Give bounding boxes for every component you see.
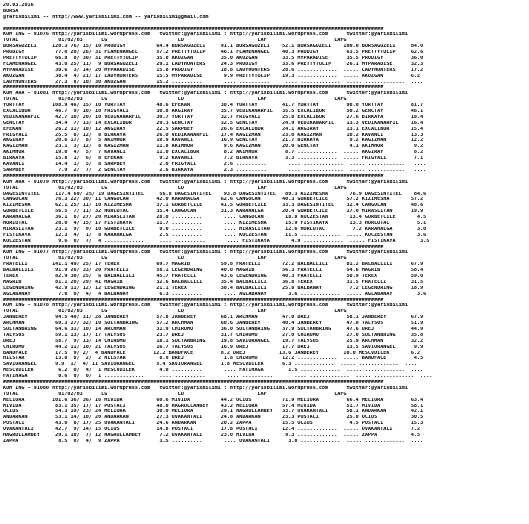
- text-line: TEREX 82.9 30/ 25/ 6 BALBALLILI 45.7 FRATELLI 43.6 LEGENDRING 40.3 FRATELLI 50.9 TEREX 59.0: [3, 273, 424, 279]
- text-line: KAGIZMAN 23.1 3/ 12/ 8 KAGIZMAN 11.8 AKIMHUR 9.6 KAGIZMAN 20.0 GENCTAY 4.1 AKIMHUR 9.2: [3, 144, 424, 150]
- race-header-line: KUM ING - 91076 http://yarisbilimi.wordpress.com twitter:@yarisbilimi : http://yarisbilimi.wordpress.com twitter:@yarisbilimi: [3, 32, 408, 38]
- text-line: ANDARKAN 53.1 14/ 10/ 20 ANDARKAN 27.3 OVAKANTALI 24.8 ANDARKAN 23.3 POSTACI 25.0 OCIUS 30.5: [3, 415, 424, 421]
- text-line: HURLUTAC 20.0 4/ 15/ 17 FISTIKAYA 11.7 .......... .... KIZIMESHA 15.9 FISTIKAYA 13.3 HURLUTAC 5.1: [3, 220, 427, 226]
- text-line: FATIHAGA 0.6 0/ 0/ 1 ............. .... .......... .... .......... .... ............. ..... ............. ....: [3, 374, 433, 380]
- section-separator: ############################################################################################################################: [3, 173, 384, 179]
- text-line: GURBETCILE 56.5 7/ 11/ 32 HURLUTAC 35.4 CANGOCAN 31.3 KARAHALGA 20.4 GURBETCILE 17.0 MIRASLITAN 19.9: [3, 209, 424, 215]
- text-line: SAVIORANGEL 9.9 1/ 4/ 11 SAVIORANGEL 5.4 SAVIORANGEL 1.8 MESCVDILEK 6.3 ............. ..... ............. ....: [3, 362, 418, 368]
- text-line: FRATELLI 141.1 49/ 25/ 17 TEREX 69.7 MAGRIB 59.8 FRATELLI 72.2 BALBALLILI 81.2 BALBALLILI 67.9: [3, 262, 424, 268]
- text-line: FISTIKAYA 12.3 4/ 1/ 8 KARAHALGA 2.5 .......... .... KUCZESTAN 11.5 ............. ..... KUCZESTAN 3.6: [3, 232, 427, 238]
- text-line: CANGOCAN 76.3 22/ 30/ 11 CANGOCAN 42.0 KARAHALGA 62.6 CANGOCAN 40.3 GURBETCILE 57.2 KIZIMESHA 57.2: [3, 197, 424, 203]
- race-header-line: KUM ARA - 91079 http://yarisbilimi.wordpress.com twitter:@yarisbilimi : http://yarisbilimi.wordpress.com twitter:@yarisbilimi: [3, 179, 408, 185]
- text-line: OVAKANTALI 42.7 9/ 14/ 15 OCIUS 14.8 POSTACI 17.8 POSTACI 12.4 ............. ..... OVAKANTALI 7.2: [3, 427, 421, 433]
- text-line: FRIGYALI 25.5 8/ 12/ 8 BIRKAYA 26.0 VEDIKANARFIL 17.4 KAGIZMAN 23.0 KAGIZMAN 10.2 KAVANLI 13.3: [3, 132, 424, 138]
- race-header-line: KUM ING - 91077 http://yarisbilimi.wordpress.com twitter:@yarisbilimi : http://yarisbilimi.wordpress.com twitter:@yarisbilimi: [3, 250, 408, 256]
- text-line: MIRASLITAN 23.1 9/ 9/ 10 GURBETCILE 9.0 .......... .... MIRASLITAN 12.6 HURLUTAC 7.2 KARAHALGA 3.0: [3, 226, 427, 232]
- text-line: BALBALLILI 91.9 26/ 33/ 20 FRATELLI 58.1 LEGENDRING 40.0 MAGRIB 56.3 FRATELLI 54.6 MAGRIB 58.4: [3, 268, 424, 274]
- column-header-line: TOTAL 01/02/03 LG LD LAF LAFG: [3, 97, 347, 103]
- text-line: TALYS05 59.1 13/ 17/ 17 TALYS05 23.7 DREJ 31.7 CHIROMO 27.0 CHIROMO 27.0 SULTANBRING 35.8: [3, 332, 424, 338]
- column-header-line: TOTAL 01/02/03 LG LD LAF LAFG: [3, 256, 347, 262]
- race-header-line: KUM ING - 91078 http://yarisbilimi.wordpress.com twitter:@yarisbilimi : http://yarisbilimi.wordpress.com twitter:@yarisbilimi: [3, 303, 408, 309]
- text-line: MIVIDA 83.1 35/ 17/ 17 POSTACI 48.0 HAGRULLAHBEY 43.2 MELIORA 57.4 MIVIDA 51.7 MIVIDA 58.1: [3, 403, 424, 409]
- text-line: KAVANLI 14.4 1/ 5/ 8 SARPBEY 2.0 FRIGYALI 2.6 .......... .... ............. ..... ............ ....: [3, 162, 427, 168]
- race-header-line: KUM ARA - 91081 http://yarisbilimi.wordpress.com twitter:@yarisbilimi : http://yarisbilimi.wordpress.com twitter:@yarisbilimi: [3, 91, 408, 97]
- text-line: KUCZESTAN 9.6 0/ 7/ 4 ............. .... .......... .... FISTIKAYA 4.9 ............. ..... FISTIKAYA 3.5: [3, 238, 430, 244]
- text-line: 20.03.2016: [3, 3, 34, 8]
- text-line: SULTANBRING 64.6 31/ 10/ 14 ARCHMAN 31.9 CHIROMO 36.0 SULTANBRING 37.9 SULTANBRING 47.6 DREJ 44.9: [3, 326, 424, 332]
- text-line: OCIUS 54.3 19/ 23/ 24 MELIORA 30.0 MELIORA 29.1 HAGRULLAHBEY 33.7 OVAKANTALI 58.1 ANDARKAN 42.1: [3, 409, 424, 415]
- text-line: ARCHMAN 69.3 27/ 32/ 10 SULTANBRING 57.2 ARCHMAN 60.6 JANBEREY 40.4 JANBEREY 47.0 TALYS05 51.9: [3, 321, 424, 327]
- text-line: AKIMHUR 19.0 4/ 5/ 7 KAVANLI 11.0 EXCALIBUR 8.2 AKIMHUR 8.7 ............. ..... AKGIRAY 8.2: [3, 150, 424, 156]
- section-separator: ############################################################################################################################: [3, 380, 384, 385]
- text-line: DREJ 58.7 9/ 13/ 14 CHIROMO 18.1 SULTANBRING 19.8 SAVIORANGEL 19.7 TALYS05 25.9 ARCHMAN 32.2: [3, 338, 424, 344]
- text-line: BURSA: [3, 8, 19, 14]
- text-line: KIZIMESHA 62.1 25/ 11/ 10 KIZIMESHA 37.1 GURBETCILE 41.5 GURBETCILE 33.3 DAGESINTITEL 32.4 CANGOCAN 48.6: [3, 203, 424, 209]
- text-line: PRETTYTULIP 66.8 8/ 30/ 31 PRETTYTULIP 35.0 AKOZGAN 35.0 AKOZGAN 33.5 MYPARADISE 35.5 PRODIGY 36.0: [3, 56, 424, 62]
- text-line: @Yarisbilimi -- http://www.yarisbilimi.com -- yarisbilimi@gmail.com: [3, 14, 209, 20]
- text-line: POSTACI 43.0 8/ 17/ 25 OVAKANTALI 24.6 ANDARKAN 20.2 ZAPPA 15.5 OCIUS 4.5 POSTACI 15.3: [3, 421, 424, 427]
- text-line: MELIORA 101.6 36/ 36/ 16 MIVIDA 60.6 MIVIDA 44.2 OCIUS 71.9 MELIORA 66.4 MELIORA 63.4: [3, 397, 424, 403]
- text-line: VEDIKANARFIL 42.7 10/ 20/ 10 VEDIKANARFIL 30.7 YURTTAY 32.7 FRIGYALI 25.8 EXCALIBUR 27.6 BIRKAYA 18.4: [3, 114, 424, 120]
- text-line: PRODIGY 77.0 20/ 26/ 31 FLAMENANGEL 57.2 PRETTYTULIP 46.1 FLAMENANGEL 40.3 PRODIGY 63.5 PRETTYTULIP 62.6: [3, 50, 424, 56]
- text-line: JANBEREY 94.5 40/ 31/ 28 JANBEREY 57.8 JANBEREY 68.1 ARCHMAN 47.0 DREJ 58.1 JANBEREY 67.9: [3, 315, 424, 321]
- column-header-line: TOTAL 01/02/03 LG LD LAF LAFG: [3, 391, 347, 397]
- text-line: YURTTAY 108.9 46/ 15/ 10 YURTTAY 48.6 EFEKAN 38.4 YURTTAY 41.7 YURTTAY 98.0 YURTTAY 81.7: [3, 103, 424, 109]
- section-separator: ############################################################################################################################: [3, 244, 384, 250]
- column-header-line: TOTAL 01/02/03 LG LD LAF LAFG: [3, 38, 347, 44]
- text-line: DAGESINTITEL 117.4 69/ 25/ 19 DAGESINTITEL 56.8 DAGESINTITEL 93.8 DAGESINTITEL 89.3 KIZIMESHA 76.9 DAGESINTITEL 84.6: [3, 191, 427, 197]
- text-line: SARPBEY 7.9 2/ 7/ 2 GENCTAY 2.6 BIRKAYA 2.3 .......... .... ............. ..... ............ ....: [3, 167, 427, 173]
- text-line: MYPARADISE 30.6 3/ 14/ 20 MYPARADISE 15.8 PRODIGY 18.8 LADYHUNTERS 28.6 ............. ..... LADYHUNTERS 17.2: [3, 67, 424, 73]
- text-line: LEGENDRING 42.9 11/ 12/ 12 LEGENDRING 21.1 TEREX 30.4 BALBALLILI 25.8 BALBANAY 7.2 LEGENDRING 18.9: [3, 285, 424, 291]
- text-line: HAGRULLAHBEY 29.1 10/ 7/ 12 HAGRULLAHBEY 7.2 OVAKANTALI 23.0 MIVIDA 9.3 ............. ..... ZAPPA 4.5: [3, 433, 421, 439]
- section-separator: ############################################################################################################################: [3, 85, 384, 91]
- text-line: EXCALIBUR 46.7 9/ 10/ 10 FRIGYALI 30.8 AKGIRAY 35.7 VEDIKANARFIL 35.5 EXCALIBUR 50.2 GENCTAY 46.1: [3, 109, 424, 115]
- race-header-line: KUM ING - 91080 http://yarisbilimi.wordpress.com twitter:@yarisbilimi : http://yarisbilimi.wordpress.com twitter:@yarisbilimi: [3, 385, 408, 391]
- text-line: LADYHUNTERS 27.3 8/ 10/ 30 AKOZGAN 15.2 .......... .... .......... .... ............. ..... ............. ....: [3, 79, 424, 85]
- column-header-line: TOTAL 01/02/03 LG LD LAF LAFG: [3, 309, 347, 315]
- text-line: MESCVDILEK 6.2 0/ 4/ 1 MESCVDILEK 4.0 .......... .... FATIHAGA 1.5 ............. ..... ............. ....: [3, 368, 424, 374]
- text-line: BANDFACE 17.5 9/ 2/ 4 BANDFACE 12.2 BANDFACE 8.2 DREJ 13.6 JANBEREY 10.0 MESCVDILEK 6.2: [3, 350, 421, 356]
- text-line: HILSTAR 13.8 8/ 2/ 2 HILSTAR 8.9 DREJ 1.8 CHIROMO 12.2 ............. ..... BANDFACE 4.5: [3, 356, 424, 362]
- text-line: CHIROMO 44.2 11/ 10/ 21 TALYS05 16.7 TALYS05 16.9 DREJ 17.7 DREJ 13.5 SAVIORANGEL 9.9: [3, 344, 424, 350]
- text-line: BIRKAYA 15.8 1/ 6/ 8 EFEKAN 9.2 KAVANLI 7.2 BIRKAYA 3.3 ............. ..... FRIGYALI 7.1: [3, 156, 424, 162]
- text-line: MAGRIB 81.1 20/ 29/ 41 MAGRIB 32.6 BALBALLILI 35.4 BALBALLILI 36.8 TEREX 31.5 FRATELLI 31.5: [3, 279, 424, 285]
- text-line: AGLABANAY 7.0 0/ 4/ 4 BALBANAY 6.3 .......... .... AGLABANAY 3.6 ............. ..... AGLABANAY 3.6: [3, 291, 427, 297]
- section-separator: ############################################################################################################################: [3, 297, 384, 303]
- text-line: AKOZGAN 30.4 4/ 21/ 17 LADYHUNTERS 15.5 MYPARADISE 9.9 PRETTYTULIP 19.3 ............. ..... AKOZGAN 6.2: [3, 73, 421, 79]
- column-header-line: TOTAL 01/02/03 LG LD LAF LAFG: [3, 185, 347, 191]
- text-line: BURSAGUZELI 120.3 76/ 15/ 10 PRODIGY 64.4 BURSAGUZELI 91.1 BURSAGUZELI 52.1 BURSAGUZELI 100.0 BURSAGUZELI 84.0: [3, 44, 424, 50]
- text-line: GENCTAY 34.4 7/ 13/ 14 EXCALIBUR 29.3 GENCTAY 32.5 GENCTAY 24.9 VEDIKANARFIL 13.3 VEDIKANARFIL 16.4: [3, 120, 424, 126]
- section-separator: ############################################################################################################################: [3, 26, 384, 32]
- text-line: FLAMENANGEL 43.0 25/ 11/ 9 BURSAGUZELI 29.1 LADYHUNTERS 24.3 PRODIGY 33.6 PRETTYTULIP 26.1 MYPARADISE 32.3: [3, 61, 424, 67]
- text-line: KARAHALGA 36.1 8/ 27/ 20 MIRASLITAN 28.0 .......... .... CANGOCAN 18.8 KUCZESTAN 13.4 GURBETCILE 4.5: [3, 215, 427, 221]
- text-line: EFEKAN 26.2 11/ 10/ 12 AKGIRAY 22.5 SARPBEY 26.6 EXCALIBUR 24.1 AKGIRAY 13.1 EXCALIBUR 15.4: [3, 126, 424, 132]
- text-line: AKGIRAY 20.6 17/ 8/ 5 AKIMHUR 10.9 KAVANLI 16.9 GENCTAY 21.7 BIRKAYA 9.2 KAGIZMAN 12.2: [3, 138, 424, 144]
- text-line: ZAPPA 8.5 0/ 4/ 9 ZAPPA 3.5 .......... .... OVAKANTALI 3.8 ............. ..... ............. ....: [3, 438, 424, 444]
